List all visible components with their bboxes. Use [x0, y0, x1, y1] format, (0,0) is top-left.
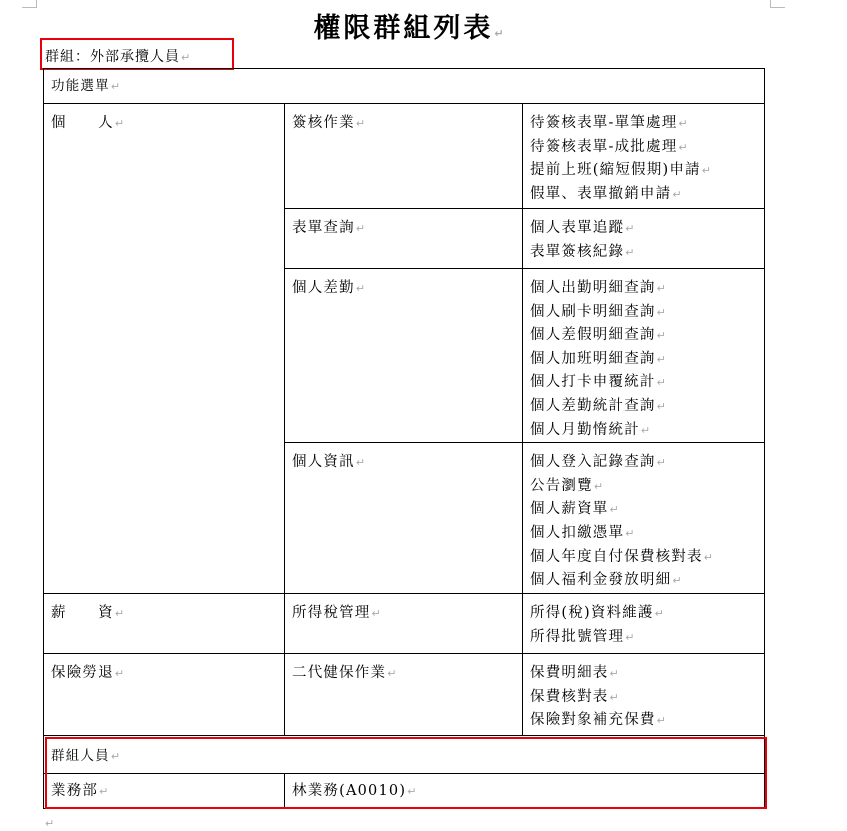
module-cell [285, 594, 523, 654]
function-item: 個人福利金發放明細 ↵ [530, 569, 757, 593]
module-row [44, 594, 765, 654]
function-item: 個人薪資單 ↵ [530, 498, 757, 522]
function-item: 保險對象補充保費 ↵ [530, 709, 757, 733]
module-name: 二代健保作業 ↵ [292, 665, 398, 681]
module-cell [285, 104, 523, 209]
highlight-box-members [45, 737, 767, 809]
module-cell [285, 443, 523, 594]
function-item: 個人打卡申覆統計 ↵ [530, 371, 757, 395]
function-item: 個人扣繳憑單 ↵ [530, 522, 757, 546]
function-item: 個人差假明細查詢 ↵ [530, 324, 757, 348]
module-cell [285, 269, 523, 443]
function-item: 保費明細表 ↵ [530, 662, 757, 686]
function-item: 提前上班(縮短假期)申請 ↵ [530, 159, 757, 183]
members-header-text: 群組人員 ↵ [51, 748, 121, 764]
module-name: 表單查詢 ↵ [292, 220, 366, 236]
function-item: 個人表單追蹤 ↵ [530, 217, 757, 241]
category-cell [44, 654, 285, 736]
function-item: 表單簽核紀錄 ↵ [530, 241, 757, 265]
category-cell [44, 104, 285, 594]
member-name: 林業務(A0010) ↵ [292, 783, 418, 799]
function-items-cell [523, 654, 765, 736]
function-items-cell [523, 104, 765, 209]
function-item: 所得批號管理 ↵ [530, 626, 757, 650]
title-text: 權限群組列表 ↵ [313, 13, 506, 44]
module-cell [285, 654, 523, 736]
category-cell [44, 594, 285, 654]
function-items-cell [523, 443, 765, 594]
member-department: 業務部 ↵ [51, 783, 110, 799]
group-label-text: 群組：外部承攬人員 ↵ [45, 49, 191, 65]
category-name: 保險勞退 ↵ [51, 665, 125, 681]
function-item: 待簽核表單-單筆處理 ↵ [530, 112, 757, 136]
module-name: 個人差勤 ↵ [292, 280, 366, 296]
category-name: 薪 資 ↵ [51, 605, 125, 621]
function-item: 個人月勤惰統計 ↵ [530, 419, 757, 443]
highlight-box-group [40, 38, 234, 70]
module-cell [285, 209, 523, 269]
module-name: 所得稅管理 ↵ [292, 605, 382, 621]
module-row [44, 654, 765, 736]
function-item: 保費核對表 ↵ [530, 686, 757, 710]
function-item: 個人登入記錄查詢 ↵ [530, 451, 757, 475]
function-item: 個人加班明細查詢 ↵ [530, 348, 757, 372]
function-menu-header [44, 69, 765, 104]
header-text: 功能選單 ↵ [51, 78, 121, 94]
function-items-cell [523, 209, 765, 269]
function-item: 個人差勤統計查詢 ↵ [530, 395, 757, 419]
module-row [44, 104, 765, 209]
module-name: 簽核作業 ↵ [292, 115, 366, 131]
function-item: 待簽核表單-成批處理 ↵ [530, 136, 757, 160]
function-item: 個人出勤明細查詢 ↵ [530, 277, 757, 301]
category-name: 個 人 ↵ [51, 115, 125, 131]
function-menu-header-row [44, 69, 765, 104]
function-item: 所得(稅)資料維護 ↵ [530, 602, 757, 626]
function-items-cell [523, 269, 765, 443]
module-name: 個人資訊 ↵ [292, 454, 366, 470]
function-item: 個人年度自付保費核對表 ↵ [530, 546, 757, 570]
function-item: 公告瀏覽 ↵ [530, 475, 757, 499]
function-item: 假單、表單撤銷申請 ↵ [530, 183, 757, 207]
function-items-cell [523, 594, 765, 654]
paragraph-mark [44, 812, 54, 831]
permission-table [43, 68, 765, 809]
function-item: 個人刷卡明細查詢 ↵ [530, 301, 757, 325]
